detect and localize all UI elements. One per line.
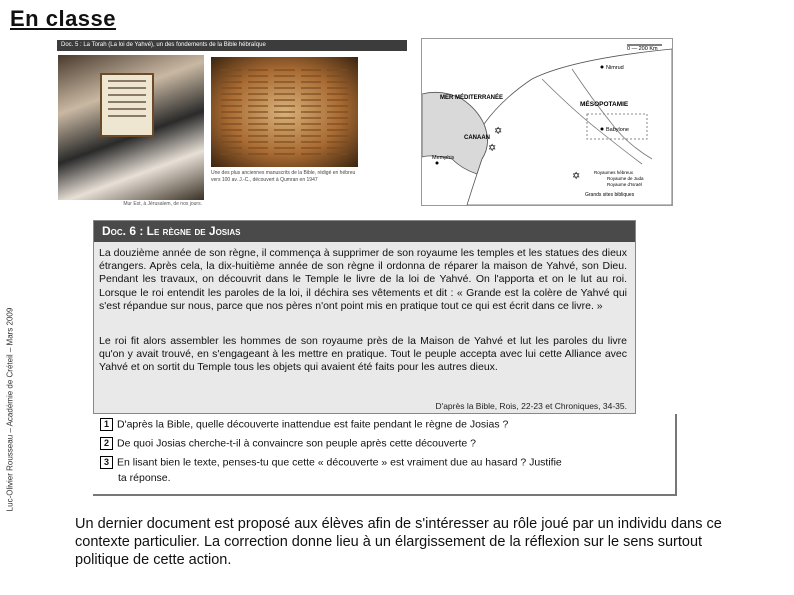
map-legend-item: Royaume de Juda xyxy=(607,176,644,181)
star-of-david-icon: ✡ xyxy=(494,126,503,137)
question-3 xyxy=(100,456,680,484)
question-text: D'après la Bible, quelle découverte inattendue est faite pendant le règne de Josias ? xyxy=(117,418,509,431)
map-label-nimrud: Nimrud xyxy=(606,65,624,71)
photo1-caption: Mur Est, à Jérusalem, de nos jours. xyxy=(123,201,202,207)
map-scale: 0 — 200 Km xyxy=(627,46,658,52)
doc6-paragraph-2: Le roi fit alors assembler les hommes de son royaume près de la Maison de Yahvé et lut les paroles du livre qu'on y avait trouvé, en s'engageant à les mettre en pratique. Tout le peuple accepta avec lui cette Alliance avec Yahvé et on sortit du Temple tous les objets qui avaient été faits pour les autres dieux. xyxy=(99,335,627,374)
torah-scroll-image xyxy=(100,73,154,137)
map-label-memphis: Memphis xyxy=(432,155,455,161)
map-legend-item: Royaume d'Israël xyxy=(607,182,642,187)
map-label-canaan: CANAAN xyxy=(464,135,490,141)
question-text: En lisant bien le texte, penses-tu que cette « découverte » est vraiment due au hasard ? Justifie xyxy=(117,456,562,469)
question-2 xyxy=(100,437,680,450)
doc6-source: D'après la Bible, Rois, 22-23 et Chroniques, 34-35. xyxy=(435,401,627,411)
commentary-text: Un dernier document est proposé aux élèves afin de s'intéresser au rôle joué par un individu dans ce contexte particulier. La correction donne lieu à un élargissement de la réflexion sur le sens surtout politique de cette action. xyxy=(75,516,722,568)
doc6-panel xyxy=(93,220,636,414)
doc5-header: Doc. 5 : La Torah (La loi de Yahvé), un des fondements de la Bible hébraïque xyxy=(57,40,407,51)
map-near-east xyxy=(421,38,673,206)
western-wall-photo xyxy=(58,55,204,200)
page-title: En classe xyxy=(10,6,117,31)
manuscript-photo xyxy=(211,57,358,167)
photo2-caption: Une des plus anciennes manuscrits de la Bible, rédigé en hébreu vers 100 av. J.-C., découvert à Qumran en 1947 xyxy=(211,170,356,183)
map-legend-item: Royaumes hébreux xyxy=(594,170,634,175)
question-text-cont: ta réponse. xyxy=(118,472,171,484)
doc6-header: Doc. 6 : Le règne de Josias xyxy=(94,221,635,242)
map-legend-item: Grands sites bibliques xyxy=(585,192,635,198)
star-of-david-icon: ✡ xyxy=(572,171,581,182)
question-number: 2 xyxy=(100,437,113,450)
map-label-mesopotamia: MÉSOPOTAMIE xyxy=(580,101,629,108)
question-number: 3 xyxy=(100,456,113,469)
star-of-david-icon: ✡ xyxy=(488,143,497,154)
question-1 xyxy=(100,418,680,431)
question-text: De quoi Josias cherche-t-il à convaincre son peuple après cette découverte ? xyxy=(117,437,476,450)
map-label-babylone: Babylone xyxy=(606,127,629,133)
author-credit: Luc-Olivier Rousseau – Académie de Créteil – Mars 2009 xyxy=(5,307,15,512)
map-label-sea: MER MÉDITERRANÉE xyxy=(440,95,504,101)
doc6-paragraph-1: La douzième année de son règne, il commença à supprimer de son royaume les temples et les statues des dieux étrangers. Après cela, la dix-huitième année de son règne il ordonna de réparer la maison de Yahvé, son Dieu. Pendant les travaux, on découvrit dans le Temple le livre de la loi de Yahvé. On l'apporta et on le lut au roi. Lorsque le roi entendit les paroles de la loi, il déchira ses vêtements et dit : « Grande est la colère de Yahvé qui s'est répandue sur nous, parce que nos pères n'ont point mis en pratique tout ce qui est écrit dans ce livre. » xyxy=(99,247,627,312)
question-number: 1 xyxy=(100,418,113,431)
